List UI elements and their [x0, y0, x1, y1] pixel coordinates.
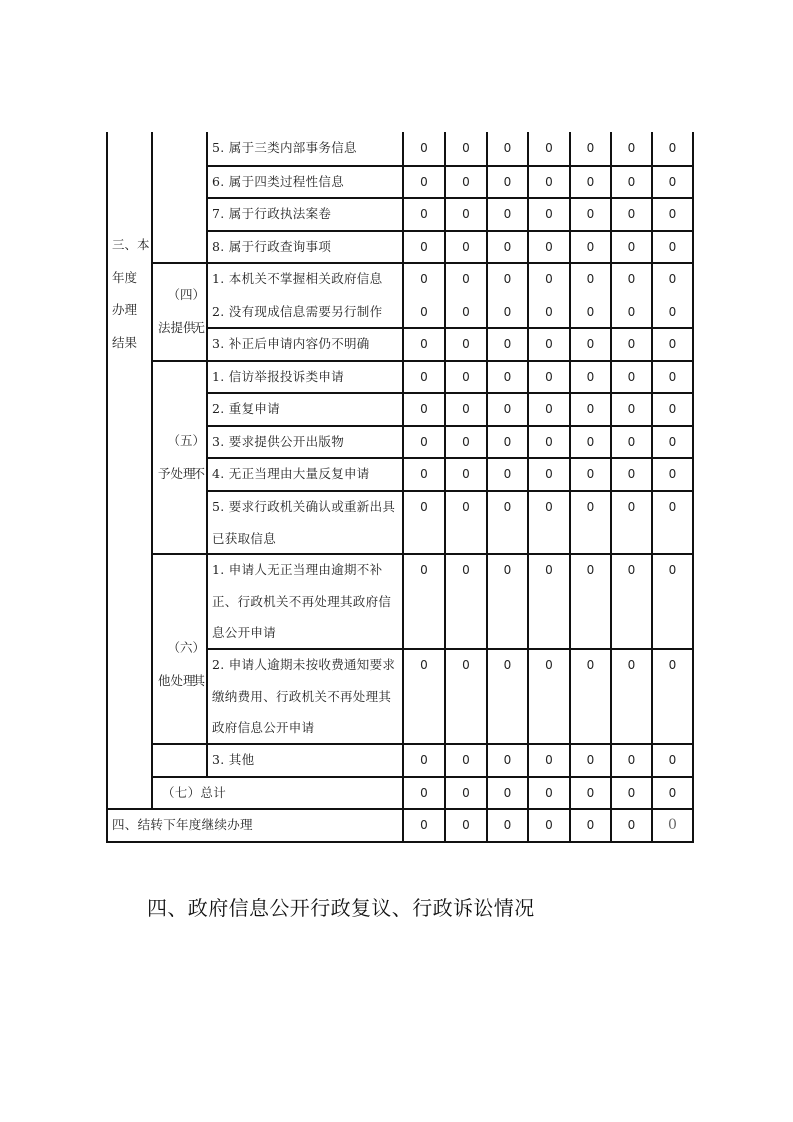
value-cell: 0 [586, 141, 595, 155]
row-label [207, 491, 403, 554]
row-label-line: 缴纳费用、行政机关不再处理其 [212, 688, 392, 704]
value-cell: 0 [627, 370, 636, 384]
row-label [207, 132, 403, 166]
row-label-line: 已获取信息 [212, 530, 277, 546]
value-cell: 0 [420, 402, 428, 416]
value-cell: 0 [462, 207, 470, 221]
value-cell: 0 [545, 337, 553, 351]
row-label [207, 426, 403, 458]
value-cell: 0 [420, 786, 428, 800]
value-cell: 0 [545, 240, 553, 254]
value-cell: 0 [668, 305, 677, 319]
group-label-no-process-line: （五）不 [167, 433, 205, 481]
row-label-line: 政府信息公开申请 [212, 720, 315, 736]
value-cell: 0 [420, 305, 428, 319]
value-cell: 0 [627, 141, 636, 155]
value-cell: 0 [668, 658, 677, 672]
section-three-label-line: 年度 [112, 269, 138, 285]
value-cell: 0 [668, 402, 677, 416]
value-cell: 0 [668, 240, 677, 254]
value-cell: 0 [420, 337, 428, 351]
value-cell: 0 [503, 753, 512, 767]
section-three-label [107, 132, 152, 809]
value-cell: 0 [586, 207, 595, 221]
value-cell: 0 [462, 563, 470, 577]
value-cell: 0 [586, 467, 595, 481]
value-cell: 0 [627, 467, 636, 481]
value-cell: 0 [462, 753, 470, 767]
section-three-label-line: 结果 [112, 334, 138, 350]
value-cell: 0 [586, 563, 595, 577]
value-cell: 0 [503, 500, 512, 514]
row-label-line: （七）总计 [162, 785, 227, 800]
row-label-line: 1. 本机关不掌握相关政府信息 [212, 271, 383, 286]
value-cell: 0 [627, 786, 636, 800]
group-label-no-provide-line: 法提供 [158, 319, 196, 335]
value-cell: 0 [420, 658, 428, 672]
value-cell: 0 [462, 141, 470, 155]
row-label [207, 393, 403, 426]
value-cell: 0 [420, 207, 428, 221]
group-label-other-process-line: 他处理 [158, 672, 196, 688]
value-cell: 0 [545, 305, 553, 319]
value-cell: 0 [586, 753, 595, 767]
value-cell: 0 [420, 370, 428, 384]
value-cell: 0 [545, 786, 553, 800]
value-cell: 0 [462, 467, 470, 481]
value-cell: 0 [627, 402, 636, 416]
value-cell: 0 [420, 818, 428, 832]
value-cell: 0 [545, 500, 553, 514]
value-cell: 0 [586, 658, 595, 672]
value-cell: 0 [503, 435, 512, 449]
value-cell: 0 [462, 435, 470, 449]
row-label [207, 361, 403, 393]
row-label-line: 1. 申请人无正当理由逾期不补 [212, 562, 383, 577]
value-cell: 0 [503, 141, 512, 155]
value-cell: 0 [420, 175, 428, 189]
row-label [207, 263, 403, 296]
value-cell: 0 [545, 435, 553, 449]
row-label-line: 正、行政机关不再处理其政府信 [212, 593, 392, 609]
value-cell: 0 [420, 563, 428, 577]
value-cell: 0 [627, 175, 636, 189]
value-cell: 0 [586, 786, 595, 800]
value-cell: 0 [545, 563, 553, 577]
row-label-line: 2. 申请人逾期未按收费通知要求 [212, 657, 396, 672]
value-cell: 0 [627, 753, 636, 767]
value-cell: 0 [503, 370, 512, 384]
row-label-line: 3. 其他 [212, 752, 255, 767]
row-label-line: 4. 无正当理由大量反复申请 [212, 466, 370, 481]
value-cell: 0 [503, 658, 512, 672]
value-cell: 0 [545, 370, 553, 384]
value-cell: 0 [627, 500, 636, 514]
row-label-line: 2. 没有现成信息需要另行制作 [212, 304, 383, 319]
value-cell: 0 [627, 240, 636, 254]
row-label-line: 5. 属于三类内部事务信息 [212, 140, 357, 155]
value-cell: 0 [668, 207, 677, 221]
value-cell: 0 [668, 817, 677, 833]
value-cell: 0 [668, 500, 677, 514]
value-cell: 0 [586, 402, 595, 416]
value-cell: 0 [586, 305, 595, 319]
value-cell: 0 [503, 207, 512, 221]
value-cell: 0 [545, 753, 553, 767]
row-label-line: 四、结转下年度继续办理 [112, 817, 253, 832]
value-cell: 0 [462, 175, 470, 189]
value-cell: 0 [503, 305, 512, 319]
row-label-line: 2. 重复申请 [212, 401, 280, 416]
value-cell: 0 [668, 563, 677, 577]
value-cell: 0 [503, 240, 512, 254]
value-cell: 0 [503, 175, 512, 189]
value-cell: 0 [545, 141, 553, 155]
value-cell: 0 [545, 818, 553, 832]
value-cell: 0 [503, 467, 512, 481]
row-label-line: 1. 信访举报投诉类申请 [212, 369, 344, 384]
group-label-no-provide-line: （四）无 [167, 287, 205, 335]
group-label-no-process-line: 予处理 [158, 465, 196, 481]
value-cell: 0 [586, 435, 595, 449]
value-cell: 0 [503, 402, 512, 416]
value-cell: 0 [627, 207, 636, 221]
value-cell: 0 [586, 500, 595, 514]
value-cell: 0 [668, 272, 677, 286]
value-cell: 0 [586, 240, 595, 254]
value-cell: 0 [627, 305, 636, 319]
value-cell: 0 [462, 786, 470, 800]
value-cell: 0 [668, 175, 677, 189]
row-label-line: 3. 补正后申请内容仍不明确 [212, 336, 370, 351]
value-cell: 0 [668, 467, 677, 481]
value-cell: 0 [462, 337, 470, 351]
value-cell: 0 [420, 240, 428, 254]
value-cell: 0 [462, 402, 470, 416]
row-label [207, 328, 403, 361]
value-cell: 0 [462, 240, 470, 254]
value-cell: 0 [420, 500, 428, 514]
group-label-other-process-line: （六）其 [167, 640, 205, 688]
value-cell: 0 [420, 753, 428, 767]
row-label [207, 296, 403, 328]
row-label-line: 3. 要求提供公开出版物 [212, 434, 344, 449]
section-three-label-line: 办理 [112, 302, 138, 317]
value-cell: 0 [668, 141, 677, 155]
section-heading: 四、政府信息公开行政复议、行政诉讼情况 [147, 896, 535, 920]
value-cell: 0 [627, 818, 636, 832]
value-cell: 0 [420, 467, 428, 481]
value-cell: 0 [668, 435, 677, 449]
value-cell: 0 [668, 753, 677, 767]
value-cell: 0 [420, 435, 428, 449]
value-cell: 0 [586, 818, 595, 832]
value-cell: 0 [627, 658, 636, 672]
row-label [207, 744, 403, 777]
value-cell: 0 [545, 402, 553, 416]
row-label-line: 5. 要求行政机关确认或重新出具 [212, 499, 396, 514]
value-cell: 0 [545, 658, 553, 672]
value-cell: 0 [545, 272, 553, 286]
value-cell: 0 [503, 337, 512, 351]
row-label [207, 458, 403, 491]
group-label-no-process [152, 361, 207, 554]
row-label [207, 649, 403, 744]
value-cell: 0 [462, 370, 470, 384]
value-cell: 0 [545, 467, 553, 481]
row-label-line: 7. 属于行政执法案卷 [212, 206, 332, 221]
value-cell: 0 [668, 786, 677, 800]
value-cell: 0 [503, 563, 512, 577]
group-label-no-provide [152, 263, 207, 361]
row-label [207, 198, 403, 231]
value-cell: 0 [462, 500, 470, 514]
value-cell: 0 [586, 370, 595, 384]
section-three-label-line: 三、本 [112, 237, 150, 252]
value-cell: 0 [420, 141, 428, 155]
value-cell: 0 [462, 658, 470, 672]
row-label-line: 8. 属于行政查询事项 [212, 239, 332, 254]
value-cell: 0 [586, 175, 595, 189]
value-cell: 0 [586, 272, 595, 286]
value-cell: 0 [545, 207, 553, 221]
value-cell: 0 [545, 175, 553, 189]
row-label [152, 777, 403, 809]
value-cell: 0 [586, 337, 595, 351]
row-label [207, 554, 403, 649]
value-cell: 0 [627, 435, 636, 449]
value-cell: 0 [503, 272, 512, 286]
value-cell: 0 [420, 272, 428, 286]
value-cell: 0 [462, 272, 470, 286]
value-cell: 0 [627, 337, 636, 351]
value-cell: 0 [627, 272, 636, 286]
row-label [207, 231, 403, 263]
value-cell: 0 [668, 370, 677, 384]
row-label-line: 6. 属于四类过程性信息 [212, 174, 344, 189]
value-cell: 0 [462, 305, 470, 319]
value-cell: 0 [503, 786, 512, 800]
value-cell: 0 [668, 337, 677, 351]
row-label-line: 息公开申请 [212, 625, 277, 641]
value-cell: 0 [462, 818, 470, 832]
value-cell: 0 [627, 563, 636, 577]
row-label [207, 166, 403, 198]
value-cell: 0 [503, 818, 512, 832]
row-label [107, 809, 403, 842]
group-label-other-process [152, 554, 207, 777]
